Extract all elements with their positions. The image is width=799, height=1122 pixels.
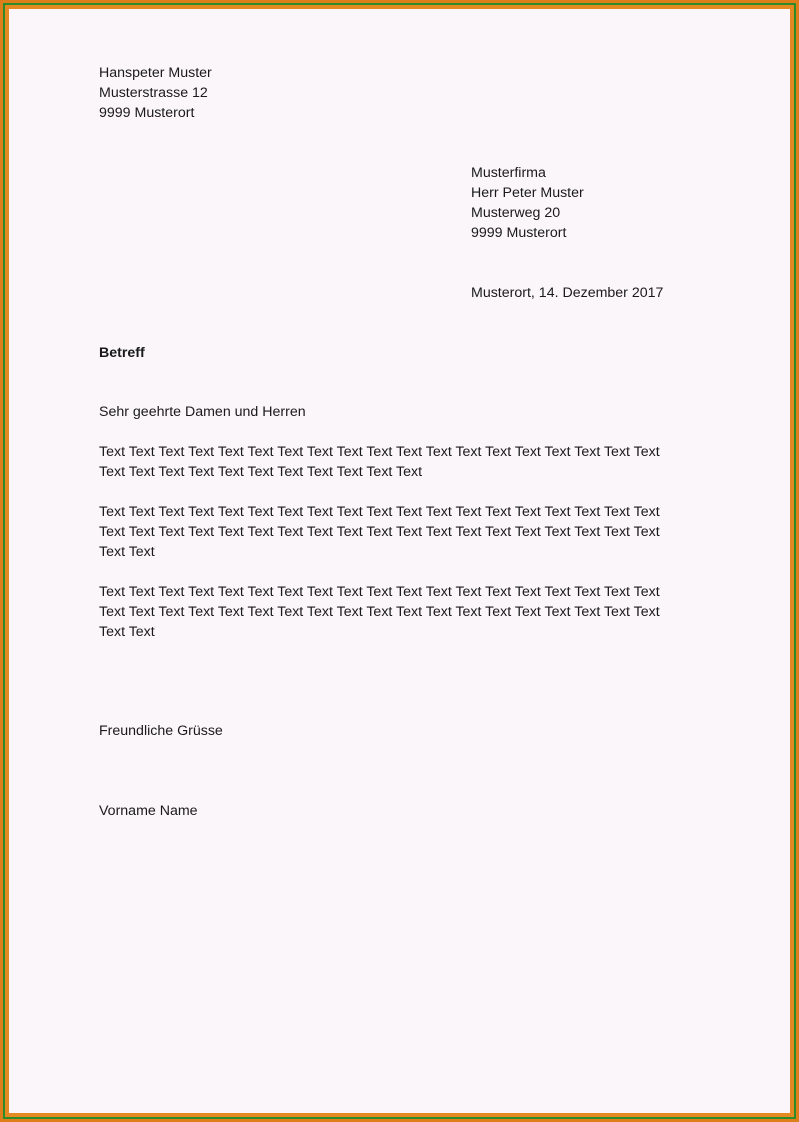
paragraph-line: Text Text Text Text Text Text Text Text Text Text Text Text Text Text Text Text Text Text Text bbox=[99, 524, 660, 540]
paragraph-line: Text Text bbox=[99, 624, 155, 640]
paragraph-line: Text Text Text Text Text Text Text Text Text Text Text Text Text Text Text Text Text Text Text bbox=[99, 584, 660, 600]
paragraph-line: Text Text bbox=[99, 544, 155, 560]
paragraph-line: Text Text Text Text Text Text Text Text Text Text Text Text Text Text Text Text Text Text Text bbox=[99, 604, 660, 620]
recipient-person: Herr Peter Muster bbox=[471, 185, 584, 201]
paragraph bbox=[99, 502, 719, 562]
salutation: Sehr geehrte Damen und Herren bbox=[99, 404, 306, 420]
sender-street: Musterstrasse 12 bbox=[99, 85, 208, 101]
paragraph-line: Text Text Text Text Text Text Text Text Text Text Text bbox=[99, 464, 423, 480]
recipient-city: 9999 Musterort bbox=[471, 225, 567, 241]
paragraph bbox=[99, 442, 719, 482]
letter-body bbox=[99, 442, 719, 662]
letter-page bbox=[9, 9, 790, 1113]
signature-name: Vorname Name bbox=[99, 803, 198, 819]
closing-formula: Freundliche Grüsse bbox=[99, 723, 223, 739]
recipient-street: Musterweg 20 bbox=[471, 205, 561, 221]
recipient-address bbox=[471, 163, 584, 243]
sender-name: Hanspeter Muster bbox=[99, 65, 212, 81]
sender-address bbox=[99, 63, 212, 123]
date-line: Musterort, 14. Dezember 2017 bbox=[471, 285, 664, 301]
paragraph-line: Text Text Text Text Text Text Text Text Text Text Text Text Text Text Text Text Text Text Text bbox=[99, 504, 660, 520]
sender-city: 9999 Musterort bbox=[99, 105, 195, 121]
paragraph bbox=[99, 582, 719, 642]
paragraph-line: Text Text Text Text Text Text Text Text Text Text Text Text Text Text Text Text Text Text Text bbox=[99, 444, 660, 460]
subject-line: Betreff bbox=[99, 345, 145, 361]
recipient-company: Musterfirma bbox=[471, 165, 546, 181]
